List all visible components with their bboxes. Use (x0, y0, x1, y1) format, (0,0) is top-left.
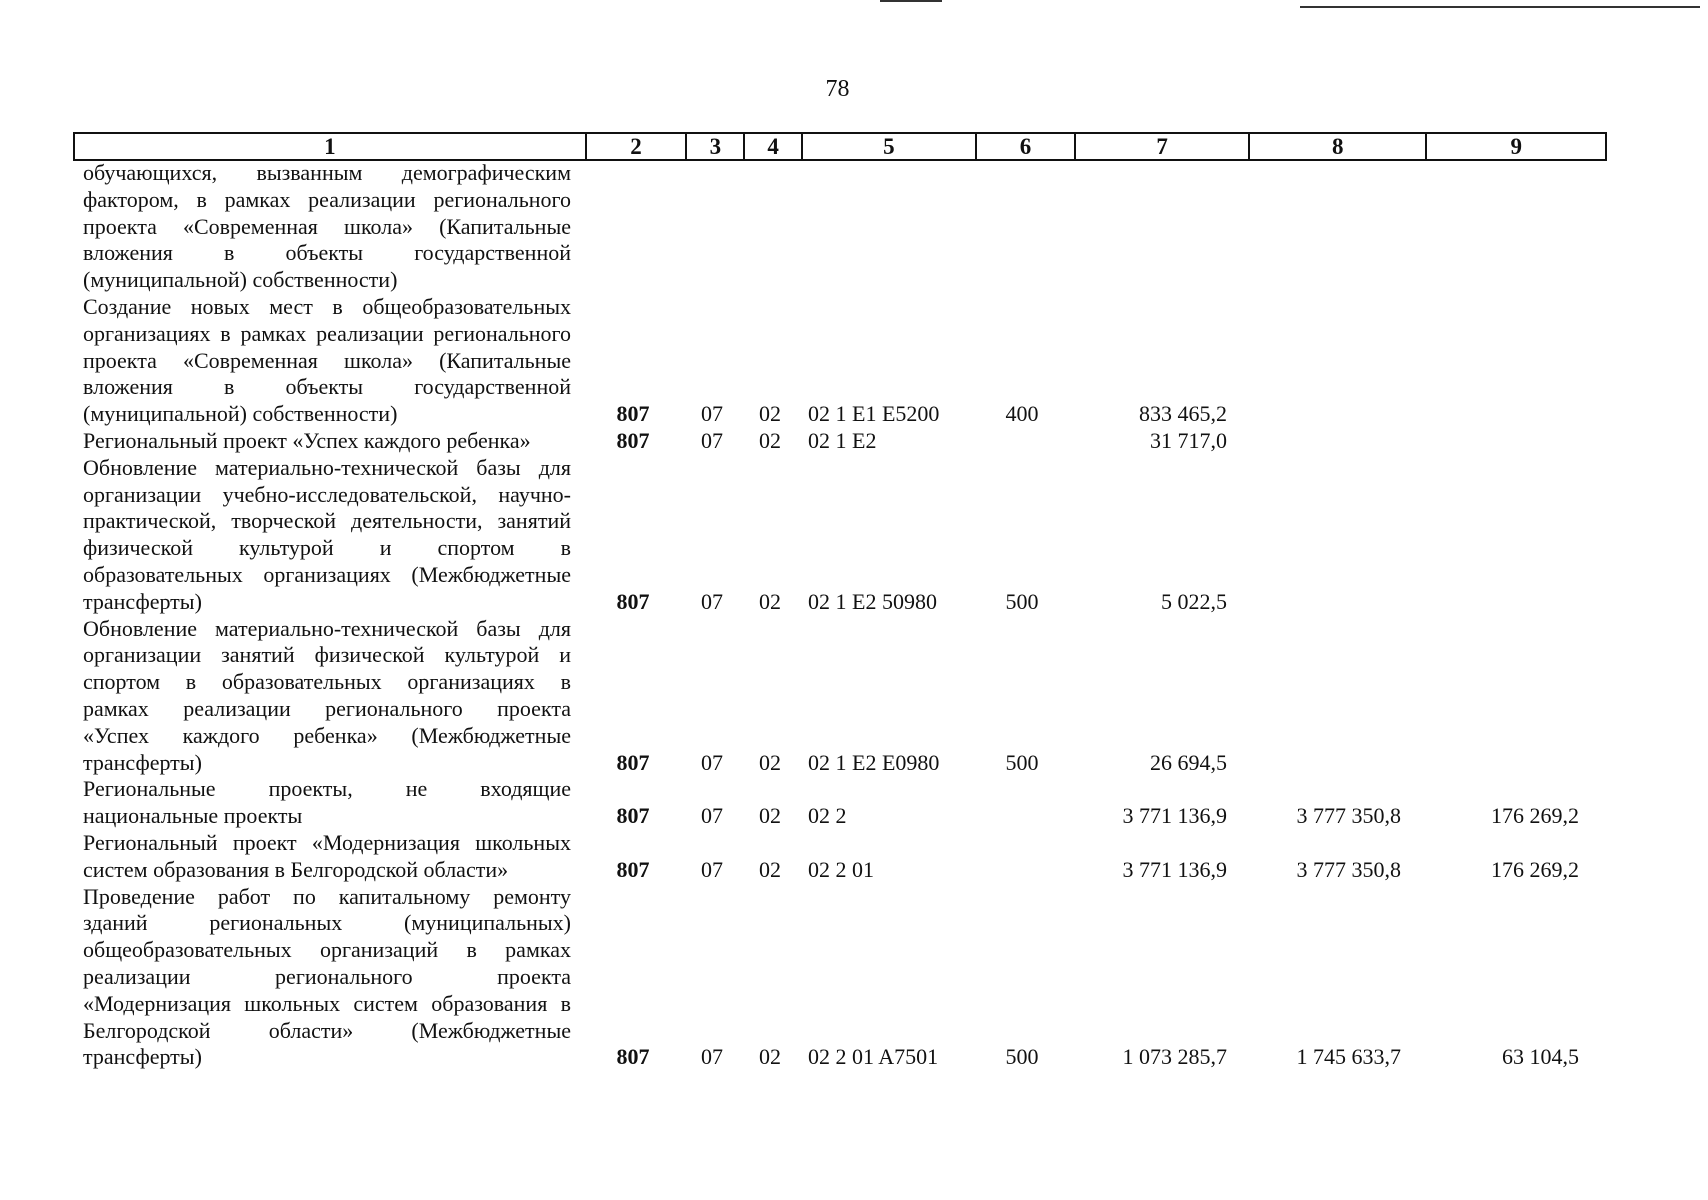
row-name-line: вложения в объекты государственной (83, 374, 571, 400)
header-col-9: 9 (1510, 134, 1522, 159)
row-ministry-code: 807 (616, 401, 650, 427)
row-name (73, 616, 583, 777)
table-row (73, 776, 1607, 830)
row-target-code: 02 2 (808, 803, 847, 829)
table-row (73, 884, 1607, 1072)
row-target-code: 02 2 01 A7501 (808, 1044, 939, 1070)
row-name-line: трансферты) (83, 1044, 202, 1070)
row-section-code: 07 (701, 1044, 723, 1070)
header-col-7: 7 (1076, 134, 1250, 159)
scan-line-top-left (880, 0, 942, 2)
row-subsection-code: 02 (759, 427, 781, 453)
row-amount-year-1: 833 465,2 (1139, 401, 1227, 427)
row-subsection-code: 02 (759, 749, 781, 775)
row-name-line: Региональные проекты, не входящие (83, 776, 571, 802)
row-section-code: 07 (701, 749, 723, 775)
row-amount-year-3: 176 269,2 (1491, 856, 1579, 882)
header-col-1: 1 (75, 134, 587, 159)
row-name (73, 428, 583, 455)
row-name-line: фактором, в рамках реализации регионального (83, 186, 571, 212)
row-name (73, 294, 583, 428)
row-ministry-code: 807 (616, 1044, 650, 1070)
row-name-line: Обновление материально-технической базы для (83, 454, 571, 480)
row-amount-year-2: 3 777 350,8 (1296, 856, 1401, 882)
row-amount-year-1: 31 717,0 (1150, 427, 1227, 453)
header-col-4: 4 (745, 134, 803, 159)
row-ministry-code: 807 (616, 588, 650, 614)
row-subsection-code: 02 (759, 856, 781, 882)
header-col-5: 5 (803, 134, 977, 159)
row-name-line: практической, творческой деятельности, занятий (83, 508, 571, 534)
row-target-code: 02 1 E2 50980 (808, 588, 937, 614)
table-row (73, 294, 1607, 428)
row-section-code: 07 (701, 803, 723, 829)
row-subsection-code: 02 (759, 588, 781, 614)
row-name-line: физической культурой и спортом в (83, 535, 571, 561)
row-ministry-code: 807 (616, 427, 650, 453)
header-col-6: 6 (977, 134, 1077, 159)
header-col-2: 2 (587, 134, 688, 159)
row-name-line: зданий региональных (муниципальных) (83, 910, 571, 936)
row-name (73, 160, 583, 294)
row-name-line: рамках реализации регионального проекта (83, 695, 571, 721)
row-name-line: Создание новых мест в общеобразовательных (83, 293, 571, 319)
row-expense-type: 500 (1005, 749, 1039, 775)
row-name-line: реализации регионального проекта (83, 963, 571, 989)
row-name-line: проекта «Современная школа» (Капитальные (83, 347, 571, 373)
row-target-code: 02 1 E1 E5200 (808, 401, 940, 427)
row-name-line: обучающихся, вызванным демографическим (83, 160, 571, 185)
row-section-code: 07 (701, 427, 723, 453)
row-amount-year-1: 26 694,5 (1150, 749, 1227, 775)
scan-line-top-right (1300, 6, 1700, 8)
row-section-code: 07 (701, 401, 723, 427)
table-row (73, 616, 1607, 777)
row-amount-year-2: 1 745 633,7 (1296, 1044, 1401, 1070)
row-section-code: 07 (701, 588, 723, 614)
row-name-line: образовательных организациях (Межбюджетные (83, 561, 571, 587)
row-name-line: систем образования в Белгородской области» (83, 856, 509, 882)
row-name (73, 884, 583, 1072)
row-name-line: трансферты) (83, 749, 202, 775)
row-name-line: трансферты) (83, 588, 202, 614)
row-name-line: Региональный проект «Успех каждого ребенка» (83, 427, 531, 453)
row-name-line: национальные проекты (83, 803, 303, 829)
row-expense-type: 500 (1005, 588, 1039, 614)
row-amount-year-1: 5 022,5 (1161, 588, 1227, 614)
row-ministry-code: 807 (616, 749, 650, 775)
header-col-3: 3 (687, 134, 745, 159)
row-name-line: организациях в рамках реализации регионального (83, 320, 571, 346)
row-amount-year-2: 3 777 350,8 (1296, 803, 1401, 829)
row-ministry-code: 807 (616, 803, 650, 829)
row-subsection-code: 02 (759, 1044, 781, 1070)
row-name-line: организации занятий физической культурой и (83, 642, 571, 668)
row-section-code: 07 (701, 856, 723, 882)
row-name (73, 776, 583, 830)
row-name-line: «Модернизация школьных систем образования в (83, 990, 571, 1016)
table-row (73, 830, 1607, 884)
table-row (73, 428, 1607, 455)
row-name-line: организации учебно-исследовательской, научно- (83, 481, 571, 507)
row-amount-year-1: 3 771 136,9 (1122, 856, 1227, 882)
page-number: 78 (825, 76, 850, 102)
row-amount-year-3: 63 104,5 (1502, 1044, 1579, 1070)
row-name-line: вложения в объекты государственной (83, 240, 571, 266)
row-name-line: спортом в образовательных организациях в (83, 669, 571, 695)
row-name-line: (муниципальной) собственности) (83, 401, 398, 427)
row-name-line: Обновление материально-технической базы для (83, 615, 571, 641)
row-target-code: 02 1 E2 E0980 (808, 749, 940, 775)
row-name-line: «Успех каждого ребенка» (Межбюджетные (83, 722, 571, 748)
row-ministry-code: 807 (616, 856, 650, 882)
row-name-line: (муниципальной) собственности) (83, 267, 398, 293)
row-name (73, 455, 583, 616)
row-amount-year-1: 3 771 136,9 (1122, 803, 1227, 829)
table-row (73, 160, 1607, 294)
row-name-line: Белгородской области» (Межбюджетные (83, 1017, 571, 1043)
table-header (73, 132, 1607, 161)
header-col-8: 8 (1250, 134, 1428, 159)
row-name-line: проекта «Современная школа» (Капитальные (83, 213, 571, 239)
row-name-line: Проведение работ по капитальному ремонту (83, 883, 571, 909)
row-target-code: 02 1 E2 (808, 427, 877, 453)
row-expense-type: 400 (1005, 401, 1039, 427)
row-amount-year-1: 1 073 285,7 (1122, 1044, 1227, 1070)
row-subsection-code: 02 (759, 803, 781, 829)
row-name-line: общеобразовательных организаций в рамках (83, 937, 571, 963)
row-name (73, 830, 583, 884)
budget-table-body (73, 160, 1607, 1071)
row-name-line: Региональный проект «Модернизация школьных (83, 829, 571, 855)
row-target-code: 02 2 01 (808, 856, 874, 882)
row-amount-year-3: 176 269,2 (1491, 803, 1579, 829)
row-subsection-code: 02 (759, 401, 781, 427)
table-row (73, 455, 1607, 616)
row-expense-type: 500 (1005, 1044, 1039, 1070)
